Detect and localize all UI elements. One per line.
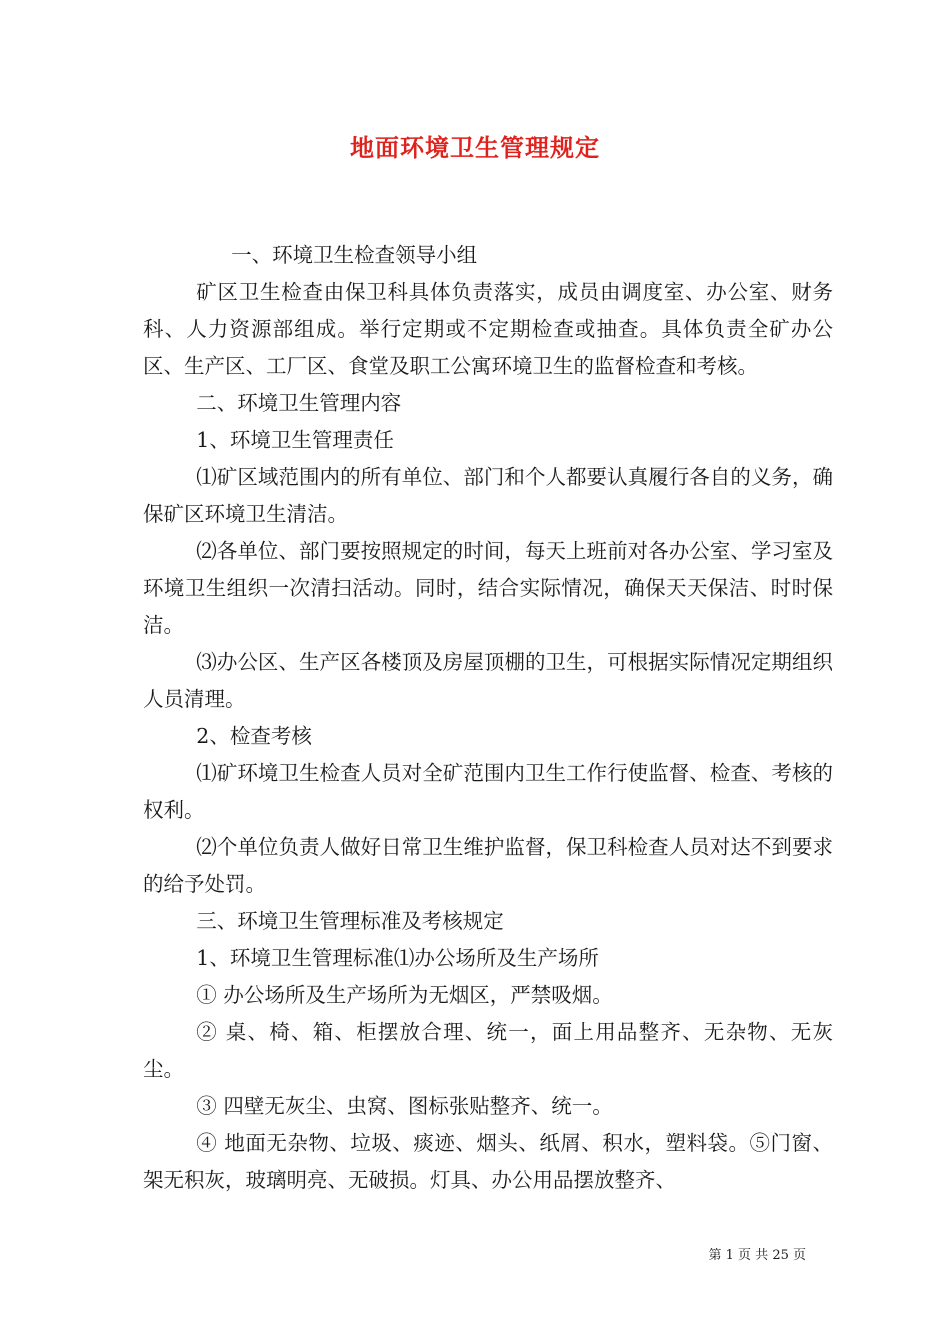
list-item: ⑵个单位负责人做好日常卫生维护监督，保卫科检查人员对达不到要求的给予处罚。 xyxy=(143,835,833,896)
list-item: ⑴矿环境卫生检查人员对全矿范围内卫生工作行使监督、检查、考核的权利。 xyxy=(143,761,833,822)
list-item: ④ 地面无杂物、垃圾、痰迹、烟头、纸屑、积水，塑料袋。⑤门窗、架无积灰，玻璃明亮、无破损。灯具、办公用品摆放整齐、 xyxy=(143,1131,833,1192)
section-heading: 二、环境卫生管理内容 xyxy=(196,391,402,415)
paragraph: 矿区卫生检查由保卫科具体负责落实，成员由调度室、办公室、财务科、人力资源部组成。举行定期或不定期检查或抽查。具体负责全矿办公区、生产区、工厂区、食堂及职工公寓环境卫生的监督检查和考核。 xyxy=(143,280,833,378)
list-item: ② 桌、椅、箱、柜摆放合理、统一，面上用品整齐、无杂物、无灰尘。 xyxy=(143,1020,833,1081)
section-heading: 一、环境卫生检查领导小组 xyxy=(231,243,478,267)
page-title: 地面环境卫生管理规定 xyxy=(350,133,600,162)
document-body xyxy=(143,237,833,1199)
list-item: ⑴矿区域范围内的所有单位、部门和个人都要认真履行各自的义务，确保矿区环境卫生清洁。 xyxy=(143,465,833,526)
list-item: ③ 四壁无灰尘、虫窝、图标张贴整齐、统一。 xyxy=(196,1094,613,1118)
subsection-heading: 1、环境卫生管理责任 xyxy=(196,428,394,452)
page-number-footer: 第 1 页 共 25 页 xyxy=(708,1248,806,1263)
section-heading: 三、环境卫生管理标准及考核规定 xyxy=(196,909,504,933)
list-item: ① 办公场所及生产场所为无烟区，严禁吸烟。 xyxy=(196,983,613,1007)
subsection-heading: 2、检查考核 xyxy=(196,724,312,748)
list-item: ⑵各单位、部门要按照规定的时间，每天上班前对各办公室、学习室及环境卫生组织一次清扫活动。同时，结合实际情况，确保天天保洁、时时保洁。 xyxy=(143,539,833,637)
list-item: ⑶办公区、生产区各楼顶及房屋顶棚的卫生，可根据实际情况定期组织人员清理。 xyxy=(143,650,833,711)
subsection-heading: 1、环境卫生管理标准⑴办公场所及生产场所 xyxy=(196,946,599,970)
